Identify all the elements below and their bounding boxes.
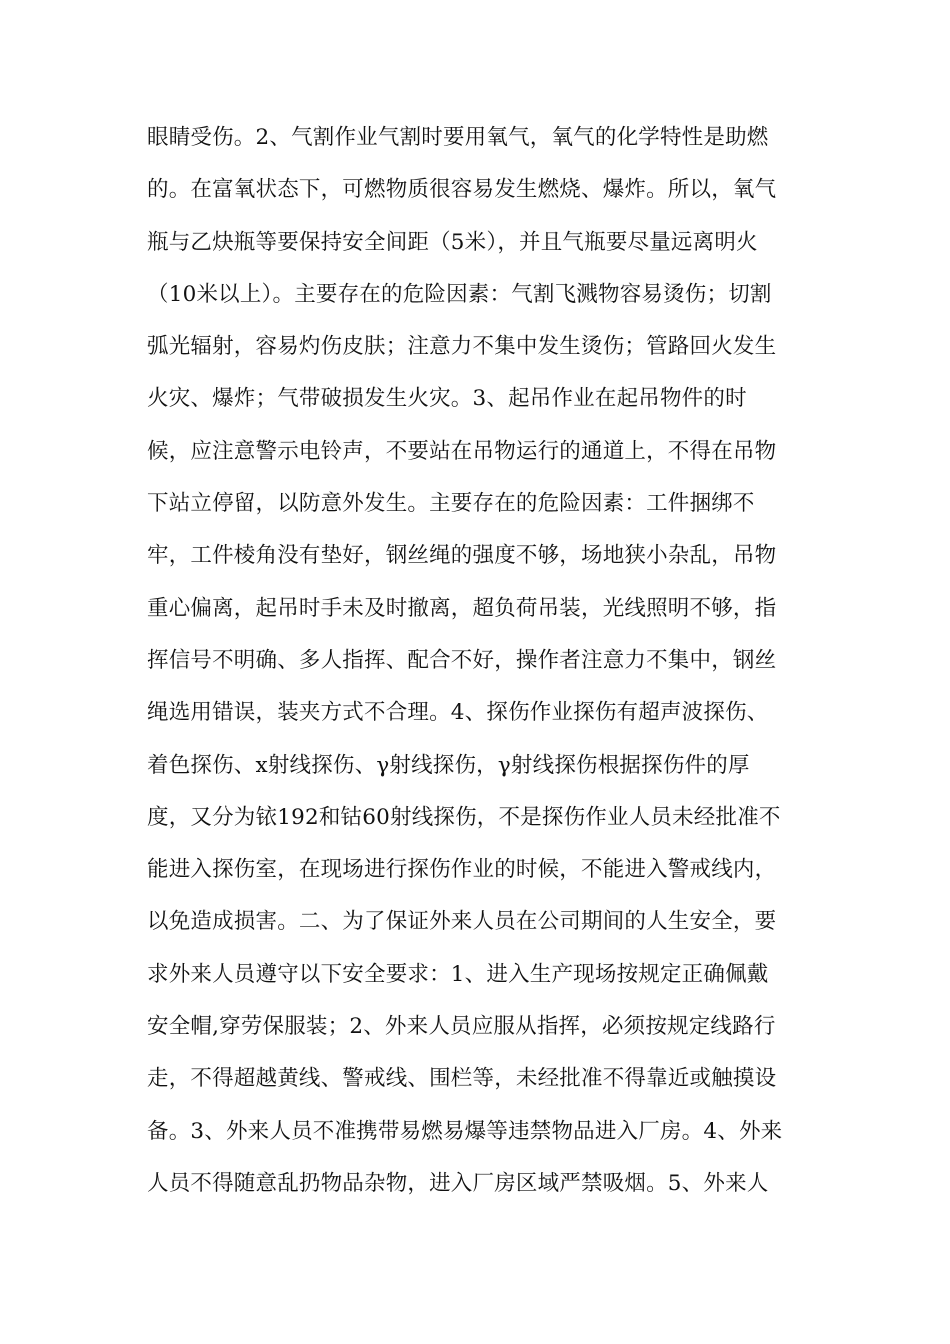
text-line: 备。3、外来人员不准携带易燃易爆等违禁物品进入厂房。4、外来	[147, 1118, 783, 1144]
text-line: 人员不得随意乱扔物品杂物，进入厂房区域严禁吸烟。5、外来人	[147, 1170, 769, 1196]
text-line: 瓶与乙炔瓶等要保持安全间距（5米），并且气瓶要尽量远离明火	[147, 229, 758, 255]
body-text	[147, 118, 817, 1216]
text-line: 眼睛受伤。2、气割作业气割时要用氧气，氧气的化学特性是助燃	[147, 125, 769, 150]
text-line: 以免造成损害。二、为了保证外来人员在公司期间的人生安全，要	[147, 909, 777, 935]
text-line: 候，应注意警示电铃声，不要站在吊物运行的通道上，不得在吊物	[147, 438, 777, 464]
text-line: 求外来人员遵守以下安全要求：1、进入生产现场按规定正确佩戴	[147, 961, 769, 987]
text-line: 绳选用错误，装夹方式不合理。4、探伤作业探伤有超声波探伤、	[147, 700, 769, 726]
text-line: 火灾、爆炸；气带破损发生火灾。3、起吊作业在起吊物件的时	[147, 386, 747, 412]
text-line: 挥信号不明确、多人指挥、配合不好，操作者注意力不集中，钢丝	[147, 647, 777, 673]
text-line: 重心偏离，起吊时手未及时撤离，超负荷吊装，光线照明不够，指	[147, 595, 777, 621]
text-line: （10米以上）。主要存在的危险因素：气割飞溅物容易烫伤；切割	[147, 281, 772, 307]
text-line: 着色探伤、x射线探伤、γ射线探伤，γ射线探伤根据探伤件的厚	[147, 752, 750, 778]
text-line: 的。在富氧状态下，可燃物质很容易发生燃烧、爆炸。所以，氧气	[147, 177, 777, 203]
text-line: 能进入探伤室，在现场进行探伤作业的时候，不能进入警戒线内，	[147, 857, 777, 883]
text-line: 弧光辐射，容易灼伤皮肤；注意力不集中发生烫伤；管路回火发生	[147, 334, 777, 360]
text-line: 下站立停留，以防意外发生。主要存在的危险因素：工件捆绑不	[147, 491, 755, 517]
text-line: 走，不得超越黄线、警戒线、围栏等，未经批准不得靠近或触摸设	[147, 1066, 777, 1092]
text-line: 安全帽,穿劳保服装；2、外来人员应服从指挥，必须按规定线路行	[147, 1014, 776, 1040]
text-line: 度，又分为铱192和钴60射线探伤，不是探伤作业人员未经批准不	[147, 804, 781, 830]
text-line: 牢，工件棱角没有垫好，钢丝绳的强度不够，场地狭小杂乱，吊物	[147, 543, 777, 569]
